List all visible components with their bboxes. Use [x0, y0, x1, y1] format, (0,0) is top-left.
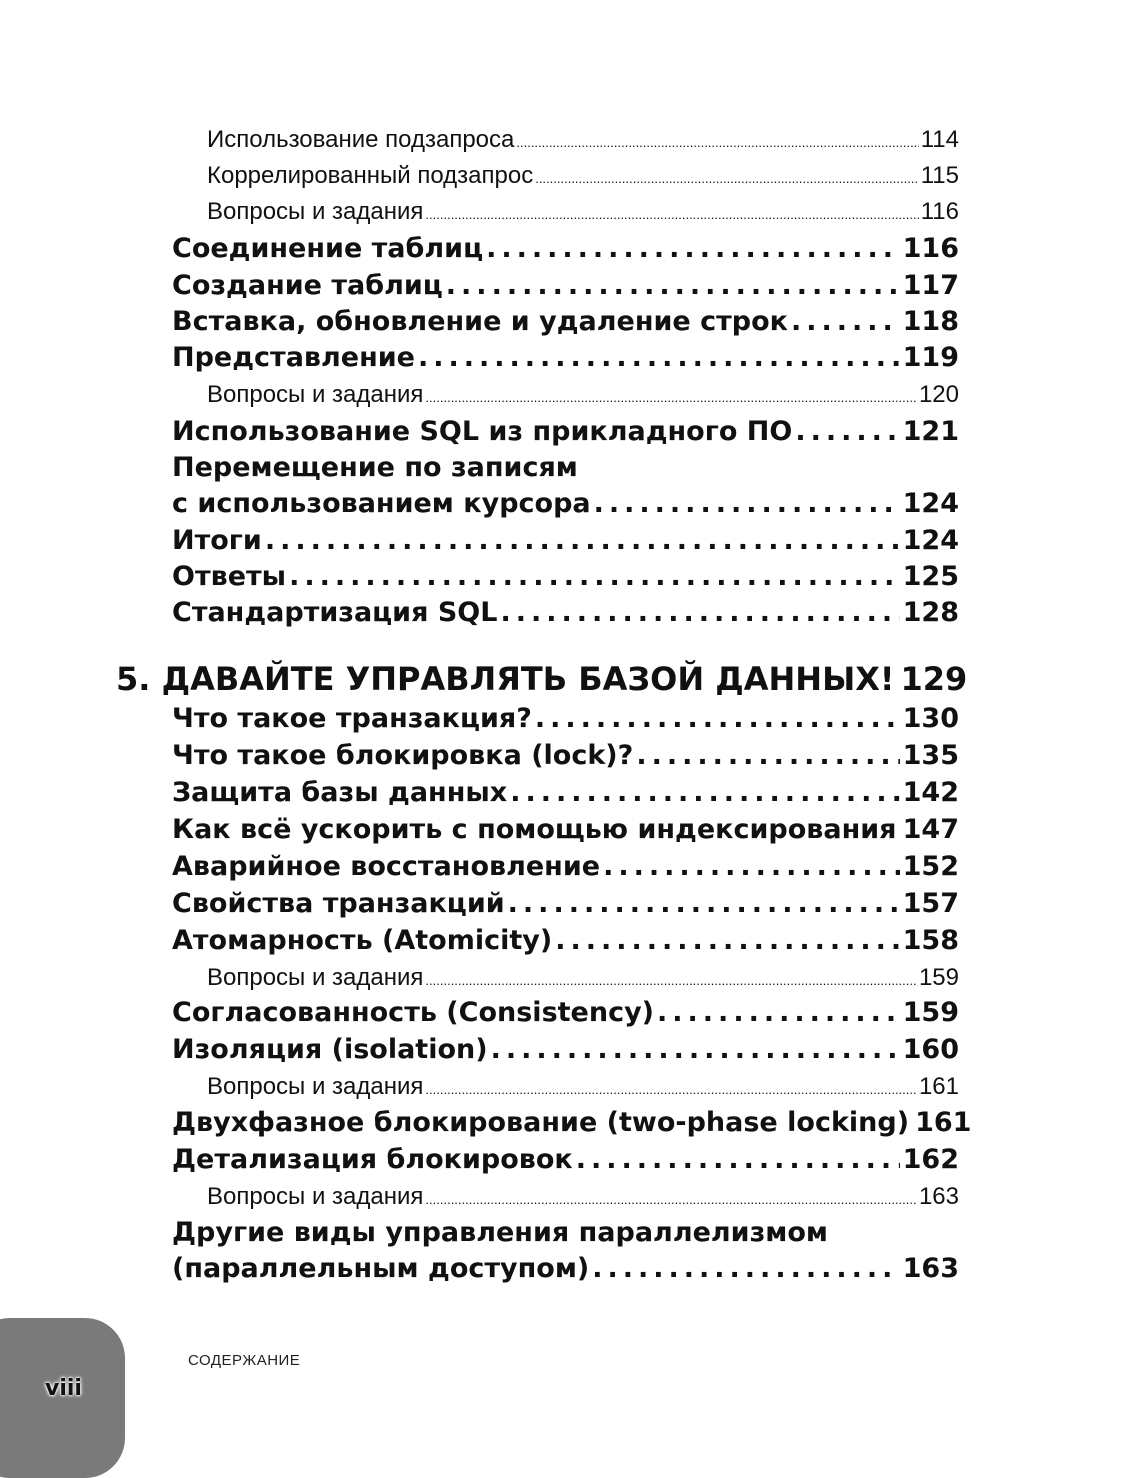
dot-leader	[603, 851, 900, 882]
toc-entry	[172, 740, 959, 771]
toc-entry	[172, 777, 959, 808]
toc-entry-title: Согласованность (Consistency)	[172, 997, 654, 1028]
toc-entry-title: Представление	[172, 342, 415, 373]
toc-entry-title: Вопросы и задания	[207, 198, 423, 226]
toc-entry-title: Вопросы и задания	[207, 1183, 423, 1211]
toc-entry-page: 162	[903, 1144, 959, 1175]
toc-entry	[172, 561, 959, 592]
dot-leader	[265, 525, 900, 556]
dot-leader	[791, 306, 900, 337]
dot-leader	[576, 1144, 900, 1175]
toc-entry-page: 117	[903, 270, 959, 301]
toc-entry-page: 128	[903, 597, 959, 628]
chapter-page: 129	[901, 660, 968, 698]
toc-entry-page: 147	[903, 814, 959, 845]
toc-entry-page: 161	[919, 1073, 959, 1101]
page-number: viii	[45, 1376, 82, 1401]
toc-entry-title: Что такое блокировка (lock)?	[172, 740, 633, 771]
toc-entry-page: 124	[903, 488, 959, 519]
toc-entry-page: 130	[903, 703, 959, 734]
toc-entry	[172, 233, 959, 264]
toc-entry-title: (параллельным доступом)	[172, 1253, 589, 1284]
toc-entry-page: 116	[921, 198, 959, 226]
toc-entry-title: Вопросы и задания	[207, 1073, 423, 1101]
toc-entry-title: Использование SQL из прикладного ПО	[172, 416, 792, 447]
toc-entry-title: Создание таблиц	[172, 270, 443, 301]
toc-entry-title: Итоги	[172, 525, 262, 556]
toc-entry	[172, 925, 959, 956]
toc-entry	[172, 888, 959, 919]
dot-leader	[500, 597, 899, 628]
toc-entry	[172, 1034, 959, 1065]
toc-entry	[172, 1144, 959, 1175]
toc-entry	[172, 342, 959, 373]
toc-entry-title: Детализация блокировок	[172, 1144, 573, 1175]
dot-leader	[418, 342, 900, 373]
dot-leader	[289, 561, 900, 592]
toc-entry	[172, 306, 959, 337]
toc-entry-page: 159	[903, 997, 959, 1028]
toc-entry-title: Как всё ускорить с помощью индексирования	[172, 814, 897, 845]
dot-leader	[516, 135, 918, 150]
toc-entry-page: 120	[919, 381, 959, 409]
toc-entry-title: Ответы	[172, 561, 286, 592]
toc-entry-title: Вставка, обновление и удаление строк	[172, 306, 788, 337]
toc-entry	[172, 270, 959, 301]
dot-leader	[425, 390, 917, 405]
dot-leader	[425, 1192, 917, 1207]
toc-entry	[172, 997, 959, 1028]
toc-entry-page: 142	[903, 777, 959, 808]
toc-entry-title: Стандартизация SQL	[172, 597, 497, 628]
toc-entry-title: Свойства транзакций	[172, 888, 505, 919]
dot-leader	[594, 488, 900, 519]
toc-entry-title: Коррелированный подзапрос	[207, 162, 533, 190]
toc-entry	[172, 525, 959, 556]
toc-entry-page: 157	[903, 888, 959, 919]
toc-entry	[172, 1253, 959, 1284]
toc-entry-page: 135	[903, 740, 959, 771]
dot-leader	[425, 207, 918, 222]
dot-leader	[446, 270, 900, 301]
toc-entry	[172, 1107, 959, 1138]
dot-leader	[657, 997, 900, 1028]
toc-entry-page: 119	[903, 342, 959, 373]
dot-leader	[535, 703, 900, 734]
toc-entry-title: Защита базы данных	[172, 777, 507, 808]
toc-entry-page: 116	[903, 233, 959, 264]
chapter-heading	[116, 660, 959, 698]
toc-entry	[172, 814, 959, 845]
toc-entry-title-line1: Перемещение по записям	[172, 452, 578, 483]
running-footer-label: СОДЕРЖАНИЕ	[188, 1352, 300, 1369]
toc-entry-title: Соединение таблиц	[172, 233, 483, 264]
toc-entry-page: 163	[903, 1253, 959, 1284]
toc-entry	[207, 964, 959, 992]
toc-entry-title-line1: Другие виды управления параллелизмом	[172, 1217, 828, 1248]
dot-leader	[508, 888, 900, 919]
toc-entry-title: Изоляция (isolation)	[172, 1034, 488, 1065]
toc-entry-title: Аварийное восстановление	[172, 851, 600, 882]
toc-entry-page: 124	[903, 525, 959, 556]
toc-entry-page: 114	[921, 126, 959, 154]
toc-entry-title: Что такое транзакция?	[172, 703, 532, 734]
toc-entry	[172, 488, 959, 519]
toc-entry	[207, 162, 959, 190]
toc-entry-page: 121	[903, 416, 959, 447]
toc-entry-page: 163	[919, 1183, 959, 1211]
toc-entry-title: Вопросы и задания	[207, 381, 423, 409]
dot-leader	[535, 171, 919, 186]
toc-entry	[172, 703, 959, 734]
dot-leader	[510, 777, 899, 808]
toc-entry-page: 115	[921, 162, 959, 190]
toc-entry	[207, 1073, 959, 1101]
toc-entry	[172, 416, 959, 447]
toc-entry-page: 161	[915, 1107, 971, 1138]
toc-entry-page: 158	[903, 925, 959, 956]
dot-leader	[636, 740, 899, 771]
dot-leader	[486, 233, 900, 264]
toc-entry-page: 159	[919, 964, 959, 992]
toc-entry	[172, 597, 959, 628]
toc-entry-page: 125	[903, 561, 959, 592]
toc-entry	[207, 126, 959, 154]
dot-leader	[425, 973, 917, 988]
dot-leader	[425, 1082, 917, 1097]
dot-leader	[795, 416, 899, 447]
toc-entry-title: Использование подзапроса	[207, 126, 514, 154]
toc-entry-title: с использованием курсора	[172, 488, 591, 519]
page-number-tab	[0, 1318, 125, 1478]
toc-entry	[207, 198, 959, 226]
dot-leader	[592, 1253, 899, 1284]
toc-entry-title: Вопросы и задания	[207, 964, 423, 992]
toc-entry	[207, 381, 959, 409]
toc-entry-title: Атомарность (Atomicity)	[172, 925, 552, 956]
toc-entry-page: 152	[903, 851, 959, 882]
toc-entry-page: 160	[903, 1034, 959, 1065]
toc-entry-page: 118	[903, 306, 959, 337]
chapter-title: 5. ДАВАЙТЕ УПРАВЛЯТЬ БАЗОЙ ДАННЫХ!	[116, 660, 895, 698]
dot-leader	[491, 1034, 900, 1065]
toc-entry	[172, 851, 959, 882]
toc-entry-title: Двухфазное блокирование (two-phase locking)	[172, 1107, 909, 1138]
dot-leader	[555, 925, 899, 956]
toc-entry	[207, 1183, 959, 1211]
